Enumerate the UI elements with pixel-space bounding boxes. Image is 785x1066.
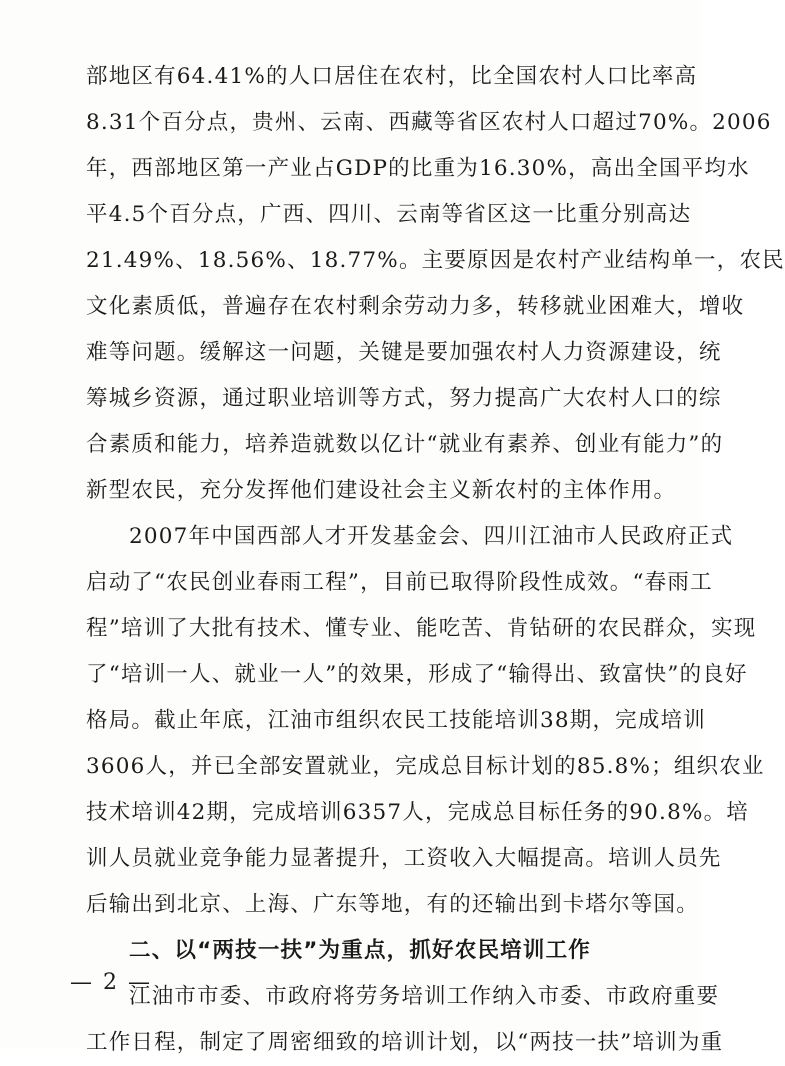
text-line: 启动了“农民创业春雨工程”，目前已取得阶段性成效。“春雨工 xyxy=(86,570,713,595)
text-line: 技术培训42期，完成培训6357人，完成总目标任务的90.8%。培 xyxy=(86,800,749,825)
text-line: 新型农民，充分发挥他们建设社会主义新农村的主体作用。 xyxy=(86,478,677,503)
text-line: 后输出到北京、上海、广东等地，有的还输出到卡塔尔等国。 xyxy=(86,892,699,917)
text-line: 平4.5个百分点，广西、四川、云南等省区这一比重分别高达 xyxy=(86,202,692,227)
text-line: 格局。截止年底，江油市组织农民工技能培训38期，完成培训 xyxy=(86,708,706,733)
text-line: 21.49%、18.56%、18.77%。主要原因是农村产业结构单一，农民 xyxy=(86,248,785,273)
section-heading: 二、以“两技一扶”为重点，抓好农民培训工作 xyxy=(129,938,591,963)
text-line: 2007年中国西部人才开发基金会、四川江油市人民政府正式 xyxy=(129,524,734,549)
text-line: 工作日程，制定了周密细致的培训计划，以“两技一扶”培训为重 xyxy=(86,1030,724,1055)
text-line: 8.31个百分点，贵州、云南、西藏等省区农村人口超过70%。2006 xyxy=(86,110,772,135)
paragraph-jiangyou-training xyxy=(86,974,724,1066)
text-line: 筹城乡资源，通过职业培训等方式，努力提高广大农村人口的综 xyxy=(86,386,722,411)
text-line: 了“培训一人、就业一人”的效果，形成了“输得出、致富快”的良好 xyxy=(86,662,748,687)
paragraph-spring-rain-project xyxy=(86,514,765,928)
text-line: 程”培训了大批有技术、懂专业、能吃苦、肯钻研的农民群众，实现 xyxy=(86,616,757,641)
document-body xyxy=(86,54,785,1066)
text-line: 合素质和能力，培养造就数以亿计“就业有素养、创业有能力”的 xyxy=(86,432,724,457)
text-line: 文化素质低，普遍存在农村剩余劳动力多，转移就业困难大，增收 xyxy=(86,294,745,319)
text-line: 3606人，并已全部安置就业，完成总目标计划的85.8%；组织农业 xyxy=(86,754,765,779)
text-line: 年，西部地区第一产业占GDP的比重为16.30%，高出全国平均水 xyxy=(86,156,750,181)
text-line: 难等问题。缓解这一问题，关键是要加强农村人力资源建设，统 xyxy=(86,340,722,365)
text-line: 江油市市委、市政府将劳务培训工作纳入市委、市政府重要 xyxy=(129,984,720,1009)
text-line: 训人员就业竞争能力显著提升，工资收入大幅提高。培训人员先 xyxy=(86,846,722,871)
page-number: — 2 — xyxy=(70,970,152,995)
paragraph-west-rural-population xyxy=(86,54,785,514)
text-line: 部地区有64.41%的人口居住在农村，比全国农村人口比率高 xyxy=(86,64,698,89)
